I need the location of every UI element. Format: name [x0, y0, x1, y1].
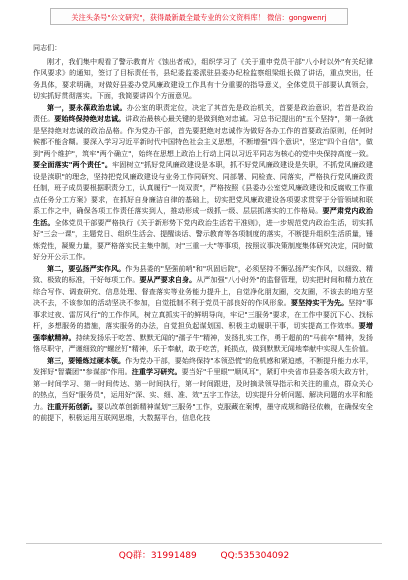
footer-divider — [26, 543, 382, 544]
top-banner: 关注头条号"公文研究"，获得最新最全最专业的公文资料库！ 微信：gongwenrj — [50, 8, 348, 25]
bold-heading-text: 要坚持实干为先。 — [290, 298, 349, 307]
bold-heading-text: 要从严要求自身。 — [139, 275, 197, 284]
body-paragraph — [33, 263, 373, 355]
paragraph-text: 全体党员干部要严格执行《关于新形势下党内政治生活若干准则》，进一步规范党内政治生活，切实抓好"三会一课"，主题党日、组织生活会、提醒谈话、警示教育等各项制度的落实，不断提升组织生活质量，锤炼党性，凝聚力量，要严格落实民主集中制，对"三重一大"等事项，按照议事决策制度集体研究决定，同时做好分开公示工作。 — [33, 217, 374, 261]
paragraph-text: 从严加强"八小时外"的监督管理，切实把时间和精力放在综合写作、调查研究、信息处理、督查落实等业务能力提升上，自觉净化朋友圈，交友圈，不该去的地方坚决不去，不该参加的活动坚决不参加，自觉抵制不利于党员干部良好的作风形象。 — [33, 275, 374, 307]
qq-number: QQ:535304092 — [220, 551, 290, 561]
bold-heading-text: 要全面落实"两个责任"。 — [33, 160, 113, 169]
bold-heading-text: 第二，要弘扬严实作风。 — [47, 263, 126, 273]
bold-heading-text: 要增强奉献精神。 — [33, 321, 374, 342]
paragraph-text: 要以改革创新精神谋划"三服务"工作，克服藏在案博，墨守成规和路径依赖，在确保安全的前提下，积极运用互联网思维，大数据平台，信息化技 — [33, 401, 374, 422]
document-body — [33, 38, 373, 424]
body-paragraph — [33, 102, 373, 263]
paragraph-text: 作为党办干部，要始终保持"本领恐慌"的危机感和紧迫感，不断提升能力水平，发挥好"智囊团""参谋部"作用。 — [33, 355, 373, 376]
bold-heading-text: 第三，要锤炼过硬本领。 — [47, 355, 126, 365]
paragraph-text: 刚才，我们集中观看了警示教育片《蚀出者戒》，组织学习了《关于重申党员干部"八小时以外"有关纪律作风要求》的通知，签订了目标责任书，县纪委监委派驻县委办纪检监察组梁组长做了讲话，重点突出，任务具体，要求明确，对做好县委办党风廉政建设工作具有十分重要的指导意义，全体党员干部要认真领会，切实抓好贯彻落实。下面，我简要讲四个方面意见。 — [33, 56, 373, 100]
body-paragraph — [33, 355, 373, 424]
body-paragraph — [33, 56, 373, 102]
salutation: 同志们： — [33, 43, 62, 52]
bold-heading-text: 注重开拓创新。 — [47, 401, 97, 411]
paragraph-text: 办公室的职责定位，决定了其首先是政治机关，首要是政治意识，若首是政治责任。 — [33, 102, 374, 123]
paragraph-text: 牢固树立"抓好党风廉政建设是本职，抓不好党风廉政建设是失职，不抓党风廉政建设是渎职"的理念，坚持把党风廉政建设与业务工作同研究、同部署、同检查、同落实，严格执行党风廉政责任制，班子成员要根据职责分工，认真履行"一岗双责"，严格按照《县委办公室党风廉政建设和反腐败工作重点任务分工方案》要求，在抓好自身廉洁自律的基础上，切实把党风廉政建设各项要求贯穿于分管领域和联系工作之中，确保各项工作责任落实到人，推动形成一级抓一级、层层抓落实的工作格局。 — [33, 160, 373, 215]
paragraph-text: 讲政治最核心最关键的是做到绝对忠诚。习总书记提出的"五个坚持"，第一条就是坚持绝对忠诚的政治品格。作为党办干部，首先要把绝对忠诚作为做好各办工作的首要政治原则，任何时候都不能含糊。要深入学习习近平新时代中国特色社会主义思想，不断增强"四个意识"，坚定"四个自信"，做到"两个维护"，筑牢"两个确立"，始终在思想上政治上行动上同以习近平同志为核心的党中央保持高度一致。 — [33, 114, 374, 158]
footer — [0, 548, 408, 561]
paragraph-text: 作为县委的"坚强前哨"和"巩固后院"，必须坚持不懈弘扬严实作风，以细致、精致、极致的标准，干好每项工作。 — [33, 263, 373, 284]
paragraph-text: 要当好"千里眼""顺风耳"，紧盯中央省市县委各项大政方针，第一时间学习、第一时间传达、第一时间执行，第一时间跟进，及时摘录领导指示和关注的重点，群众关心的热点，当好"服务员"，运用好"深、实、细、准、效"五字工作法，切实提升分析问题、解决问题的水平和能力。 — [33, 367, 373, 411]
qq-group-number: QQ群：31991489 — [118, 551, 197, 561]
paragraph-text: 坚持"事事求过夜、雷厉风行"的工作作风，树立真抓实干的鲜明导向，牢记"三服务"要求，在工作中要沉下心、找标杆，多想服务的措施，落实服务的办法，自觉担负起谋划国、积极主动履职干事，切实提高工作效率。 — [33, 298, 374, 330]
bold-heading-text: 要严肃党内政治生活。 — [33, 206, 374, 227]
bold-heading-text: 要始终保持绝对忠诚。 — [54, 114, 126, 123]
paragraph-text: 持续发扬乐于吃苦、默默无闻的"孺子牛"精神，发扬扎实工作，勇于超前的"马前卒"精神，发扬恪尽职守，严谨细致的"螺丝钉"精神，乐于奉献，敢于吃苦，耗损点，做到默默无闻地奉献中实现人生价值。 — [33, 332, 373, 353]
bold-heading-text: 第一，要永葆政治忠诚。 — [47, 102, 127, 112]
bold-heading-text: 注重学习研究。 — [131, 367, 182, 376]
paragraph-list — [33, 56, 373, 424]
